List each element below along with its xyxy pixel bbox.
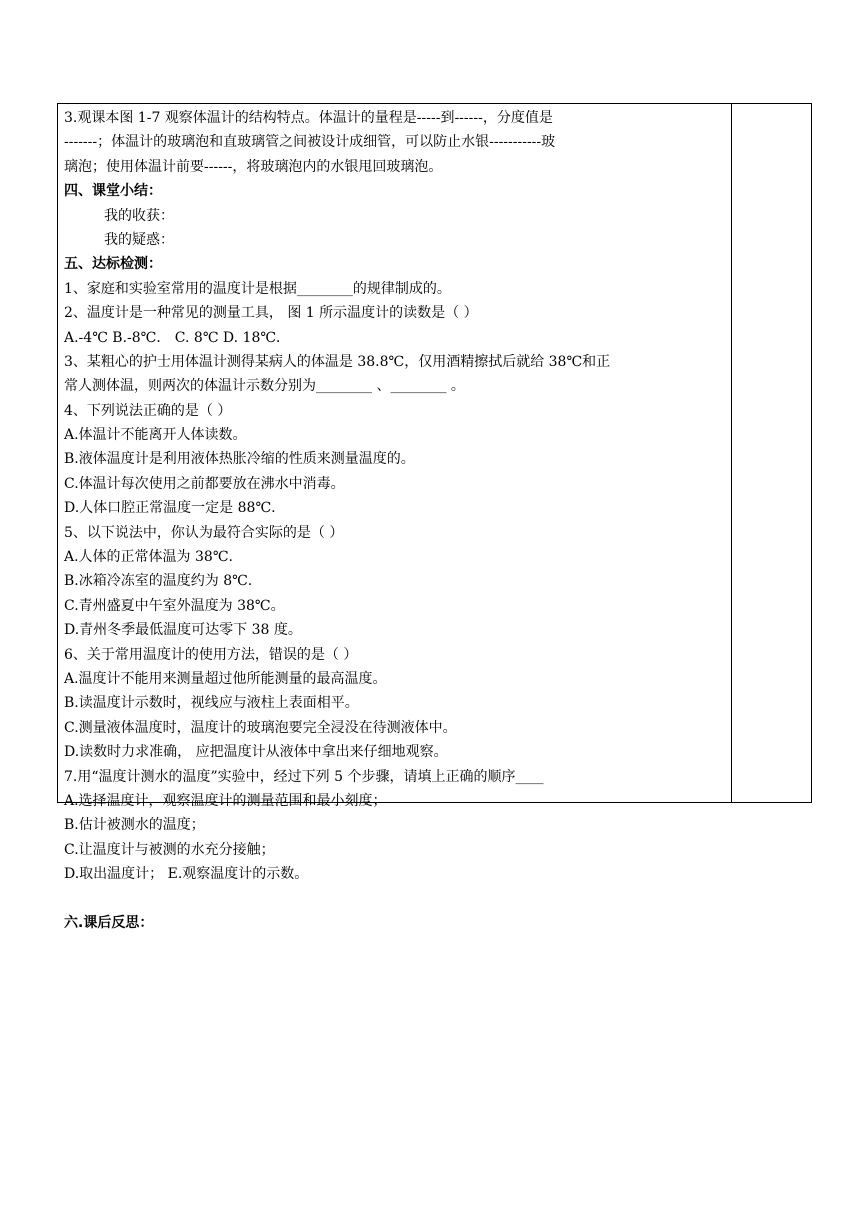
question-2: 2、温度计是一种常见的测量工具， 图 1 所示温度计的读数是（ ） <box>64 305 478 322</box>
question-6: 6、关于常用温度计的使用方法，错误的是（ ） <box>64 646 358 663</box>
notes-column <box>732 104 811 802</box>
question-5-option-a: A.人体的正常体温为 38℃. <box>64 549 233 566</box>
question-5-option-d: D.青州冬季最低温度可达零下 38 度。 <box>64 622 302 639</box>
question-6-option-b: B.读温度计示数时，视线应与液柱上表面相平。 <box>64 695 359 712</box>
question-7-step-a: A.选择温度计，观察温度计的测量范围和最小刻度； <box>64 792 387 809</box>
question-4: 4、下列说法正确的是（ ） <box>64 402 232 419</box>
summary-doubt: 我的疑惑： <box>104 231 174 248</box>
question-7-step-d-e: D.取出温度计； E.观察温度计的示数。 <box>64 866 309 883</box>
thermometer-question-line-1: 3.观课本图 1-7 观察体温计的结构特点。体温计的量程是-----到------，分度值是 <box>64 110 553 126</box>
question-3-line-1: 3、某粗心的护士用体温计测得某病人的体温是 38.8℃，仅用酒精擦拭后就给 38℃和正 <box>64 353 611 370</box>
question-6-option-d: D.读数时力求准确， 应把温度计从液体中拿出来仔细地观察。 <box>64 744 448 761</box>
question-1: 1、家庭和实验室常用的温度计是根据________的规律制成的。 <box>64 280 451 297</box>
summary-gain: 我的收获： <box>104 207 174 224</box>
question-2-options: A.-4℃ B.-8℃． C. 8℃ D. 18℃． <box>64 329 291 346</box>
question-7: 7.用“温度计测水的温度”实验中，经过下列 5 个步骤，请填上正确的顺序____ <box>64 768 544 785</box>
question-7-step-c: C.让温度计与被测的水充分接触； <box>64 841 275 858</box>
question-6-option-c: C.测量液体温度时，温度计的玻璃泡要完全浸没在待测液体中。 <box>64 719 457 736</box>
thermometer-question-line-3: 璃泡；使用体温计前要------，将玻璃泡内的水银甩回玻璃泡。 <box>64 158 443 175</box>
test-heading: 五、达标检测： <box>64 256 162 273</box>
question-4-option-d: D.人体口腔正常温度一定是 88℃. <box>64 500 276 517</box>
reflection-heading: 六.课后反思： <box>64 914 154 931</box>
thermometer-question-line-2: -------；体温计的玻璃泡和直玻璃管之间被设计成细管，可以防止水银-----------玻 <box>64 134 556 151</box>
blank-line <box>64 887 728 911</box>
worksheet-table <box>57 103 812 931</box>
question-4-option-a: A.体温计不能离开人体读数。 <box>64 427 247 444</box>
question-6-option-a: A.温度计不能用来测量超过他所能测量的最高温度。 <box>64 670 387 687</box>
question-5-option-b: B.冰箱冷冻室的温度约为 8℃. <box>64 573 253 590</box>
main-column <box>64 106 728 935</box>
question-5: 5、以下说法中，你认为最符合实际的是（ ） <box>64 524 344 541</box>
question-7-step-b: B.估计被测水的温度； <box>64 817 205 834</box>
question-4-option-b: B.液体温度计是利用液体热胀冷缩的性质来测量温度的。 <box>64 451 415 468</box>
question-5-option-c: C.青州盛夏中午室外温度为 38℃。 <box>64 597 285 614</box>
question-3-line-2: 常人测体温，则两次的体温计示数分别为________ 、________ 。 <box>64 378 465 395</box>
question-4-option-c: C.体温计每次使用之前都要放在沸水中消毒。 <box>64 475 345 492</box>
summary-heading: 四、课堂小结： <box>64 183 162 200</box>
